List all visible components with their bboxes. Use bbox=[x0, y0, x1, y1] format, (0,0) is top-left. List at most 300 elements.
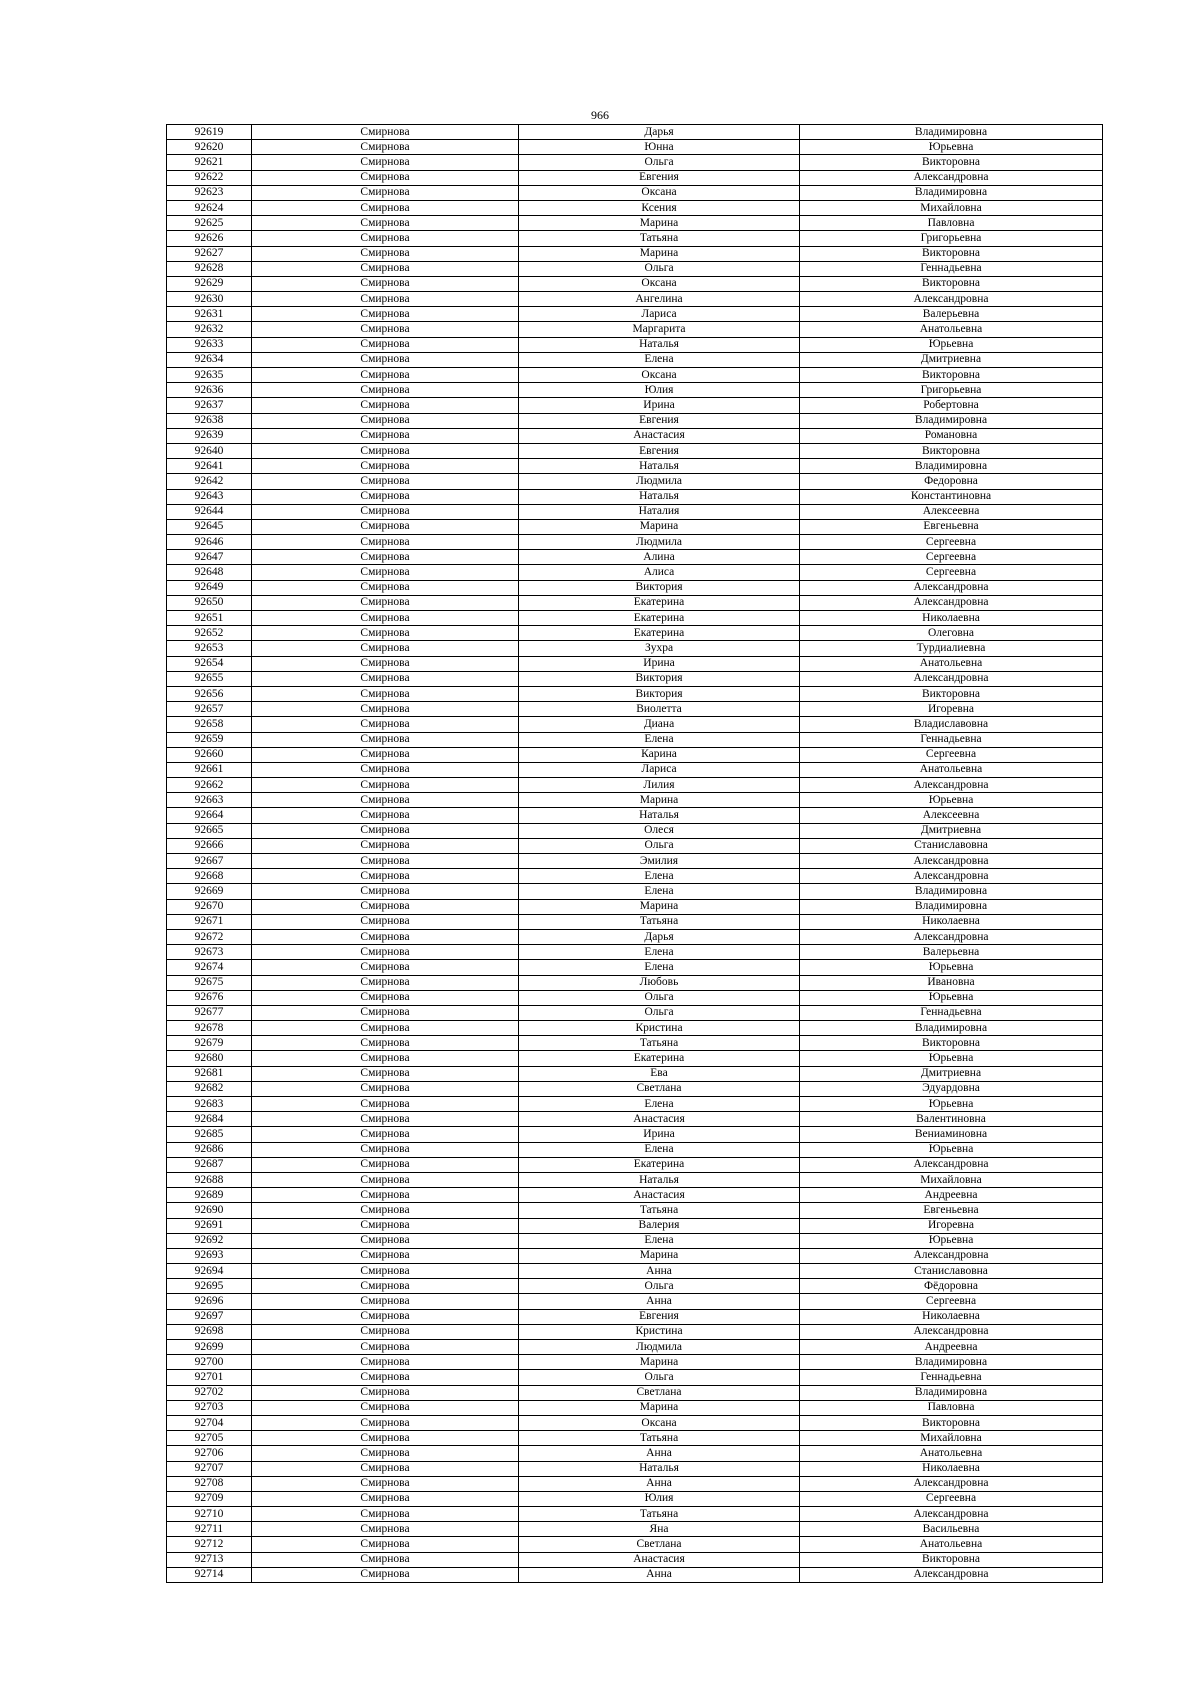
record-number-cell: 92651 bbox=[167, 611, 252, 626]
table-row bbox=[167, 762, 1103, 777]
first-name-cell: Людмила bbox=[519, 1340, 800, 1355]
patronymic-cell: Станиславовна bbox=[800, 838, 1103, 853]
surname-cell: Смирнова bbox=[252, 929, 519, 944]
surname-cell: Смирнова bbox=[252, 854, 519, 869]
patronymic-cell: Владимировна bbox=[800, 1355, 1103, 1370]
surname-cell: Смирнова bbox=[252, 155, 519, 170]
first-name-cell: Наталья bbox=[519, 1461, 800, 1476]
patronymic-cell: Александровна bbox=[800, 1507, 1103, 1522]
table-row bbox=[167, 1476, 1103, 1491]
record-number-cell: 92632 bbox=[167, 322, 252, 337]
surname-cell: Смирнова bbox=[252, 261, 519, 276]
first-name-cell: Виктория bbox=[519, 671, 800, 686]
record-number-cell: 92696 bbox=[167, 1294, 252, 1309]
surname-cell: Смирнова bbox=[252, 383, 519, 398]
surname-cell: Смирнова bbox=[252, 686, 519, 701]
first-name-cell: Любовь bbox=[519, 975, 800, 990]
surname-cell: Смирнова bbox=[252, 231, 519, 246]
first-name-cell: Евгения bbox=[519, 413, 800, 428]
surname-cell: Смирнова bbox=[252, 1172, 519, 1187]
surname-cell: Смирнова bbox=[252, 1264, 519, 1279]
record-number-cell: 92693 bbox=[167, 1248, 252, 1263]
surname-cell: Смирнова bbox=[252, 519, 519, 534]
table-row bbox=[167, 778, 1103, 793]
patronymic-cell: Викторовна bbox=[800, 1415, 1103, 1430]
record-number-cell: 92685 bbox=[167, 1127, 252, 1142]
patronymic-cell: Анатольевна bbox=[800, 1446, 1103, 1461]
patronymic-cell: Михайловна bbox=[800, 1172, 1103, 1187]
first-name-cell: Анастасия bbox=[519, 428, 800, 443]
table-row bbox=[167, 398, 1103, 413]
first-name-cell: Марина bbox=[519, 216, 800, 231]
surname-cell: Смирнова bbox=[252, 550, 519, 565]
first-name-cell: Елена bbox=[519, 1233, 800, 1248]
patronymic-cell: Сергеевна bbox=[800, 565, 1103, 580]
table-row bbox=[167, 1021, 1103, 1036]
record-number-cell: 92682 bbox=[167, 1081, 252, 1096]
table-row bbox=[167, 1431, 1103, 1446]
patronymic-cell: Эдуардовна bbox=[800, 1081, 1103, 1096]
patronymic-cell: Анатольевна bbox=[800, 322, 1103, 337]
first-name-cell: Наталия bbox=[519, 504, 800, 519]
first-name-cell: Татьяна bbox=[519, 1431, 800, 1446]
record-number-cell: 92620 bbox=[167, 140, 252, 155]
patronymic-cell: Владимировна bbox=[800, 459, 1103, 474]
record-number-cell: 92713 bbox=[167, 1552, 252, 1567]
surname-cell: Смирнова bbox=[252, 276, 519, 291]
surname-cell: Смирнова bbox=[252, 1248, 519, 1263]
record-number-cell: 92686 bbox=[167, 1142, 252, 1157]
surname-cell: Смирнова bbox=[252, 1446, 519, 1461]
surname-cell: Смирнова bbox=[252, 823, 519, 838]
surname-cell: Смирнова bbox=[252, 246, 519, 261]
surname-cell: Смирнова bbox=[252, 1340, 519, 1355]
patronymic-cell: Сергеевна bbox=[800, 747, 1103, 762]
table-row bbox=[167, 383, 1103, 398]
record-number-cell: 92640 bbox=[167, 443, 252, 458]
patronymic-cell: Анатольевна bbox=[800, 656, 1103, 671]
register-body bbox=[167, 125, 1103, 1583]
first-name-cell: Ирина bbox=[519, 656, 800, 671]
record-number-cell: 92666 bbox=[167, 838, 252, 853]
patronymic-cell: Геннадьевна bbox=[800, 1005, 1103, 1020]
patronymic-cell: Евгеньевна bbox=[800, 519, 1103, 534]
surname-cell: Смирнова bbox=[252, 125, 519, 140]
record-number-cell: 92636 bbox=[167, 383, 252, 398]
table-row bbox=[167, 1097, 1103, 1112]
record-number-cell: 92646 bbox=[167, 535, 252, 550]
first-name-cell: Кристина bbox=[519, 1324, 800, 1339]
patronymic-cell: Турдиалиевна bbox=[800, 641, 1103, 656]
first-name-cell: Юлия bbox=[519, 1491, 800, 1506]
table-row bbox=[167, 1537, 1103, 1552]
surname-cell: Смирнова bbox=[252, 413, 519, 428]
patronymic-cell: Игоревна bbox=[800, 1218, 1103, 1233]
surname-cell: Смирнова bbox=[252, 671, 519, 686]
patronymic-cell: Александровна bbox=[800, 595, 1103, 610]
table-row bbox=[167, 1491, 1103, 1506]
patronymic-cell: Александровна bbox=[800, 580, 1103, 595]
patronymic-cell: Константиновна bbox=[800, 489, 1103, 504]
patronymic-cell: Николаевна bbox=[800, 611, 1103, 626]
patronymic-cell: Александровна bbox=[800, 170, 1103, 185]
record-number-cell: 92643 bbox=[167, 489, 252, 504]
table-row bbox=[167, 641, 1103, 656]
patronymic-cell: Игоревна bbox=[800, 702, 1103, 717]
record-number-cell: 92656 bbox=[167, 686, 252, 701]
table-row bbox=[167, 580, 1103, 595]
record-number-cell: 92697 bbox=[167, 1309, 252, 1324]
first-name-cell: Елена bbox=[519, 945, 800, 960]
patronymic-cell: Владимировна bbox=[800, 185, 1103, 200]
surname-cell: Смирнова bbox=[252, 1476, 519, 1491]
first-name-cell: Валерия bbox=[519, 1218, 800, 1233]
table-row bbox=[167, 626, 1103, 641]
table-row bbox=[167, 565, 1103, 580]
first-name-cell: Эмилия bbox=[519, 854, 800, 869]
table-row bbox=[167, 1279, 1103, 1294]
patronymic-cell: Викторовна bbox=[800, 1036, 1103, 1051]
surname-cell: Смирнова bbox=[252, 975, 519, 990]
surname-cell: Смирнова bbox=[252, 322, 519, 337]
surname-cell: Смирнова bbox=[252, 398, 519, 413]
patronymic-cell: Валерьевна bbox=[800, 945, 1103, 960]
surname-cell: Смирнова bbox=[252, 1081, 519, 1096]
patronymic-cell: Викторовна bbox=[800, 686, 1103, 701]
surname-cell: Смирнова bbox=[252, 914, 519, 929]
record-number-cell: 92709 bbox=[167, 1491, 252, 1506]
first-name-cell: Ольга bbox=[519, 1370, 800, 1385]
patronymic-cell: Олеговна bbox=[800, 626, 1103, 641]
first-name-cell: Юлия bbox=[519, 383, 800, 398]
table-row bbox=[167, 1324, 1103, 1339]
record-number-cell: 92687 bbox=[167, 1157, 252, 1172]
surname-cell: Смирнова bbox=[252, 1567, 519, 1582]
page-number: 966 bbox=[591, 108, 609, 122]
record-number-cell: 92669 bbox=[167, 884, 252, 899]
record-number-cell: 92679 bbox=[167, 1036, 252, 1051]
patronymic-cell: Валерьевна bbox=[800, 307, 1103, 322]
table-row bbox=[167, 869, 1103, 884]
table-row bbox=[167, 1203, 1103, 1218]
record-number-cell: 92708 bbox=[167, 1476, 252, 1491]
first-name-cell: Яна bbox=[519, 1522, 800, 1537]
table-row bbox=[167, 1385, 1103, 1400]
first-name-cell: Маргарита bbox=[519, 322, 800, 337]
surname-cell: Смирнова bbox=[252, 580, 519, 595]
table-row bbox=[167, 793, 1103, 808]
first-name-cell: Анастасия bbox=[519, 1112, 800, 1127]
first-name-cell: Марина bbox=[519, 1355, 800, 1370]
first-name-cell: Светлана bbox=[519, 1385, 800, 1400]
first-name-cell: Екатерина bbox=[519, 1051, 800, 1066]
record-number-cell: 92714 bbox=[167, 1567, 252, 1582]
patronymic-cell: Дмитриевна bbox=[800, 1066, 1103, 1081]
record-number-cell: 92705 bbox=[167, 1431, 252, 1446]
first-name-cell: Марина bbox=[519, 793, 800, 808]
first-name-cell: Зухра bbox=[519, 641, 800, 656]
patronymic-cell: Александровна bbox=[800, 854, 1103, 869]
patronymic-cell: Владиславовна bbox=[800, 717, 1103, 732]
patronymic-cell: Владимировна bbox=[800, 1021, 1103, 1036]
record-number-cell: 92626 bbox=[167, 231, 252, 246]
record-number-cell: 92631 bbox=[167, 307, 252, 322]
record-number-cell: 92654 bbox=[167, 656, 252, 671]
patronymic-cell: Александровна bbox=[800, 929, 1103, 944]
record-number-cell: 92642 bbox=[167, 474, 252, 489]
surname-cell: Смирнова bbox=[252, 960, 519, 975]
record-number-cell: 92664 bbox=[167, 808, 252, 823]
table-row bbox=[167, 231, 1103, 246]
table-row bbox=[167, 945, 1103, 960]
patronymic-cell: Вениаминовна bbox=[800, 1127, 1103, 1142]
surname-cell: Смирнова bbox=[252, 747, 519, 762]
record-number-cell: 92694 bbox=[167, 1264, 252, 1279]
first-name-cell: Ксения bbox=[519, 200, 800, 215]
patronymic-cell: Андреевна bbox=[800, 1340, 1103, 1355]
record-number-cell: 92628 bbox=[167, 261, 252, 276]
table-row bbox=[167, 884, 1103, 899]
first-name-cell: Оксана bbox=[519, 1415, 800, 1430]
first-name-cell: Елена bbox=[519, 1142, 800, 1157]
table-row bbox=[167, 185, 1103, 200]
table-row bbox=[167, 1036, 1103, 1051]
record-number-cell: 92657 bbox=[167, 702, 252, 717]
surname-cell: Смирнова bbox=[252, 368, 519, 383]
first-name-cell: Татьяна bbox=[519, 914, 800, 929]
surname-cell: Смирнова bbox=[252, 717, 519, 732]
record-number-cell: 92702 bbox=[167, 1385, 252, 1400]
table-row bbox=[167, 125, 1103, 140]
first-name-cell: Виктория bbox=[519, 686, 800, 701]
surname-cell: Смирнова bbox=[252, 1552, 519, 1567]
first-name-cell: Алиса bbox=[519, 565, 800, 580]
record-number-cell: 92644 bbox=[167, 504, 252, 519]
surname-cell: Смирнова bbox=[252, 732, 519, 747]
surname-cell: Смирнова bbox=[252, 352, 519, 367]
patronymic-cell: Александровна bbox=[800, 1248, 1103, 1263]
record-number-cell: 92704 bbox=[167, 1415, 252, 1430]
first-name-cell: Анна bbox=[519, 1567, 800, 1582]
surname-cell: Смирнова bbox=[252, 1051, 519, 1066]
table-row bbox=[167, 1142, 1103, 1157]
patronymic-cell: Михайловна bbox=[800, 1431, 1103, 1446]
surname-cell: Смирнова bbox=[252, 185, 519, 200]
first-name-cell: Дарья bbox=[519, 929, 800, 944]
table-row bbox=[167, 352, 1103, 367]
record-number-cell: 92680 bbox=[167, 1051, 252, 1066]
patronymic-cell: Александровна bbox=[800, 1157, 1103, 1172]
surname-cell: Смирнова bbox=[252, 170, 519, 185]
table-row bbox=[167, 671, 1103, 686]
record-number-cell: 92637 bbox=[167, 398, 252, 413]
table-row bbox=[167, 200, 1103, 215]
first-name-cell: Марина bbox=[519, 1248, 800, 1263]
record-number-cell: 92678 bbox=[167, 1021, 252, 1036]
patronymic-cell: Сергеевна bbox=[800, 1294, 1103, 1309]
surname-cell: Смирнова bbox=[252, 641, 519, 656]
first-name-cell: Светлана bbox=[519, 1537, 800, 1552]
record-number-cell: 92619 bbox=[167, 125, 252, 140]
table-row bbox=[167, 899, 1103, 914]
patronymic-cell: Сергеевна bbox=[800, 535, 1103, 550]
first-name-cell: Елена bbox=[519, 1097, 800, 1112]
patronymic-cell: Дмитриевна bbox=[800, 823, 1103, 838]
record-number-cell: 92661 bbox=[167, 762, 252, 777]
table-row bbox=[167, 747, 1103, 762]
record-number-cell: 92649 bbox=[167, 580, 252, 595]
table-row bbox=[167, 1051, 1103, 1066]
table-row bbox=[167, 1248, 1103, 1263]
table-row bbox=[167, 717, 1103, 732]
first-name-cell: Марина bbox=[519, 519, 800, 534]
surname-cell: Смирнова bbox=[252, 307, 519, 322]
patronymic-cell: Сергеевна bbox=[800, 1491, 1103, 1506]
record-number-cell: 92635 bbox=[167, 368, 252, 383]
surname-cell: Смирнова bbox=[252, 1036, 519, 1051]
record-number-cell: 92701 bbox=[167, 1370, 252, 1385]
table-row bbox=[167, 1567, 1103, 1582]
patronymic-cell: Павловна bbox=[800, 1400, 1103, 1415]
record-number-cell: 92660 bbox=[167, 747, 252, 762]
record-number-cell: 92641 bbox=[167, 459, 252, 474]
first-name-cell: Елена bbox=[519, 869, 800, 884]
first-name-cell: Наталья bbox=[519, 459, 800, 474]
patronymic-cell: Федоровна bbox=[800, 474, 1103, 489]
first-name-cell: Екатерина bbox=[519, 626, 800, 641]
record-number-cell: 92668 bbox=[167, 869, 252, 884]
table-row bbox=[167, 322, 1103, 337]
patronymic-cell: Геннадьевна bbox=[800, 1370, 1103, 1385]
first-name-cell: Татьяна bbox=[519, 1507, 800, 1522]
record-number-cell: 92688 bbox=[167, 1172, 252, 1187]
table-row bbox=[167, 216, 1103, 231]
table-row bbox=[167, 474, 1103, 489]
record-number-cell: 92674 bbox=[167, 960, 252, 975]
record-number-cell: 92658 bbox=[167, 717, 252, 732]
patronymic-cell: Александровна bbox=[800, 869, 1103, 884]
record-number-cell: 92648 bbox=[167, 565, 252, 580]
surname-cell: Смирнова bbox=[252, 1233, 519, 1248]
first-name-cell: Виолетта bbox=[519, 702, 800, 717]
record-number-cell: 92707 bbox=[167, 1461, 252, 1476]
record-number-cell: 92675 bbox=[167, 975, 252, 990]
record-number-cell: 92710 bbox=[167, 1507, 252, 1522]
surname-cell: Смирнова bbox=[252, 945, 519, 960]
record-number-cell: 92652 bbox=[167, 626, 252, 641]
table-row bbox=[167, 1507, 1103, 1522]
first-name-cell: Татьяна bbox=[519, 1203, 800, 1218]
table-row bbox=[167, 854, 1103, 869]
table-row bbox=[167, 519, 1103, 534]
table-row bbox=[167, 170, 1103, 185]
patronymic-cell: Александровна bbox=[800, 778, 1103, 793]
first-name-cell: Татьяна bbox=[519, 231, 800, 246]
table-row bbox=[167, 459, 1103, 474]
record-number-cell: 92672 bbox=[167, 929, 252, 944]
patronymic-cell: Сергеевна bbox=[800, 550, 1103, 565]
patronymic-cell: Александровна bbox=[800, 292, 1103, 307]
patronymic-cell: Михайловна bbox=[800, 200, 1103, 215]
table-row bbox=[167, 732, 1103, 747]
surname-cell: Смирнова bbox=[252, 1537, 519, 1552]
table-row bbox=[167, 990, 1103, 1005]
table-row bbox=[167, 656, 1103, 671]
record-number-cell: 92650 bbox=[167, 595, 252, 610]
surname-cell: Смирнова bbox=[252, 1415, 519, 1430]
table-row bbox=[167, 337, 1103, 352]
patronymic-cell: Станиславовна bbox=[800, 1264, 1103, 1279]
record-number-cell: 92673 bbox=[167, 945, 252, 960]
first-name-cell: Людмила bbox=[519, 535, 800, 550]
first-name-cell: Марина bbox=[519, 246, 800, 261]
patronymic-cell: Юрьевна bbox=[800, 960, 1103, 975]
first-name-cell: Ольга bbox=[519, 1279, 800, 1294]
record-number-cell: 92698 bbox=[167, 1324, 252, 1339]
record-number-cell: 92663 bbox=[167, 793, 252, 808]
record-number-cell: 92703 bbox=[167, 1400, 252, 1415]
patronymic-cell: Геннадьевна bbox=[800, 732, 1103, 747]
first-name-cell: Карина bbox=[519, 747, 800, 762]
table-row bbox=[167, 1157, 1103, 1172]
surname-cell: Смирнова bbox=[252, 626, 519, 641]
first-name-cell: Людмила bbox=[519, 474, 800, 489]
record-number-cell: 92629 bbox=[167, 276, 252, 291]
patronymic-cell: Ивановна bbox=[800, 975, 1103, 990]
record-number-cell: 92655 bbox=[167, 671, 252, 686]
table-row bbox=[167, 1127, 1103, 1142]
table-row bbox=[167, 1309, 1103, 1324]
table-row bbox=[167, 1172, 1103, 1187]
surname-cell: Смирнова bbox=[252, 1324, 519, 1339]
surname-cell: Смирнова bbox=[252, 459, 519, 474]
record-number-cell: 92634 bbox=[167, 352, 252, 367]
surname-cell: Смирнова bbox=[252, 1370, 519, 1385]
record-number-cell: 92683 bbox=[167, 1097, 252, 1112]
first-name-cell: Лилия bbox=[519, 778, 800, 793]
surname-cell: Смирнова bbox=[252, 1294, 519, 1309]
record-number-cell: 92647 bbox=[167, 550, 252, 565]
first-name-cell: Наталья bbox=[519, 337, 800, 352]
patronymic-cell: Андреевна bbox=[800, 1188, 1103, 1203]
surname-cell: Смирнова bbox=[252, 216, 519, 231]
first-name-cell: Наталья bbox=[519, 489, 800, 504]
first-name-cell: Анастасия bbox=[519, 1552, 800, 1567]
table-row bbox=[167, 823, 1103, 838]
patronymic-cell: Павловна bbox=[800, 216, 1103, 231]
patronymic-cell: Григорьевна bbox=[800, 231, 1103, 246]
record-number-cell: 92659 bbox=[167, 732, 252, 747]
table-row bbox=[167, 1233, 1103, 1248]
patronymic-cell: Алексеевна bbox=[800, 808, 1103, 823]
patronymic-cell: Викторовна bbox=[800, 1552, 1103, 1567]
first-name-cell: Виктория bbox=[519, 580, 800, 595]
table-row bbox=[167, 1415, 1103, 1430]
patronymic-cell: Николаевна bbox=[800, 1309, 1103, 1324]
table-row bbox=[167, 686, 1103, 701]
table-row bbox=[167, 702, 1103, 717]
first-name-cell: Елена bbox=[519, 960, 800, 975]
surname-cell: Смирнова bbox=[252, 1127, 519, 1142]
surname-cell: Смирнова bbox=[252, 1461, 519, 1476]
record-number-cell: 92638 bbox=[167, 413, 252, 428]
patronymic-cell: Владимировна bbox=[800, 413, 1103, 428]
first-name-cell: Татьяна bbox=[519, 1036, 800, 1051]
patronymic-cell: Анатольевна bbox=[800, 1537, 1103, 1552]
surname-cell: Смирнова bbox=[252, 140, 519, 155]
record-number-cell: 92662 bbox=[167, 778, 252, 793]
first-name-cell: Марина bbox=[519, 899, 800, 914]
